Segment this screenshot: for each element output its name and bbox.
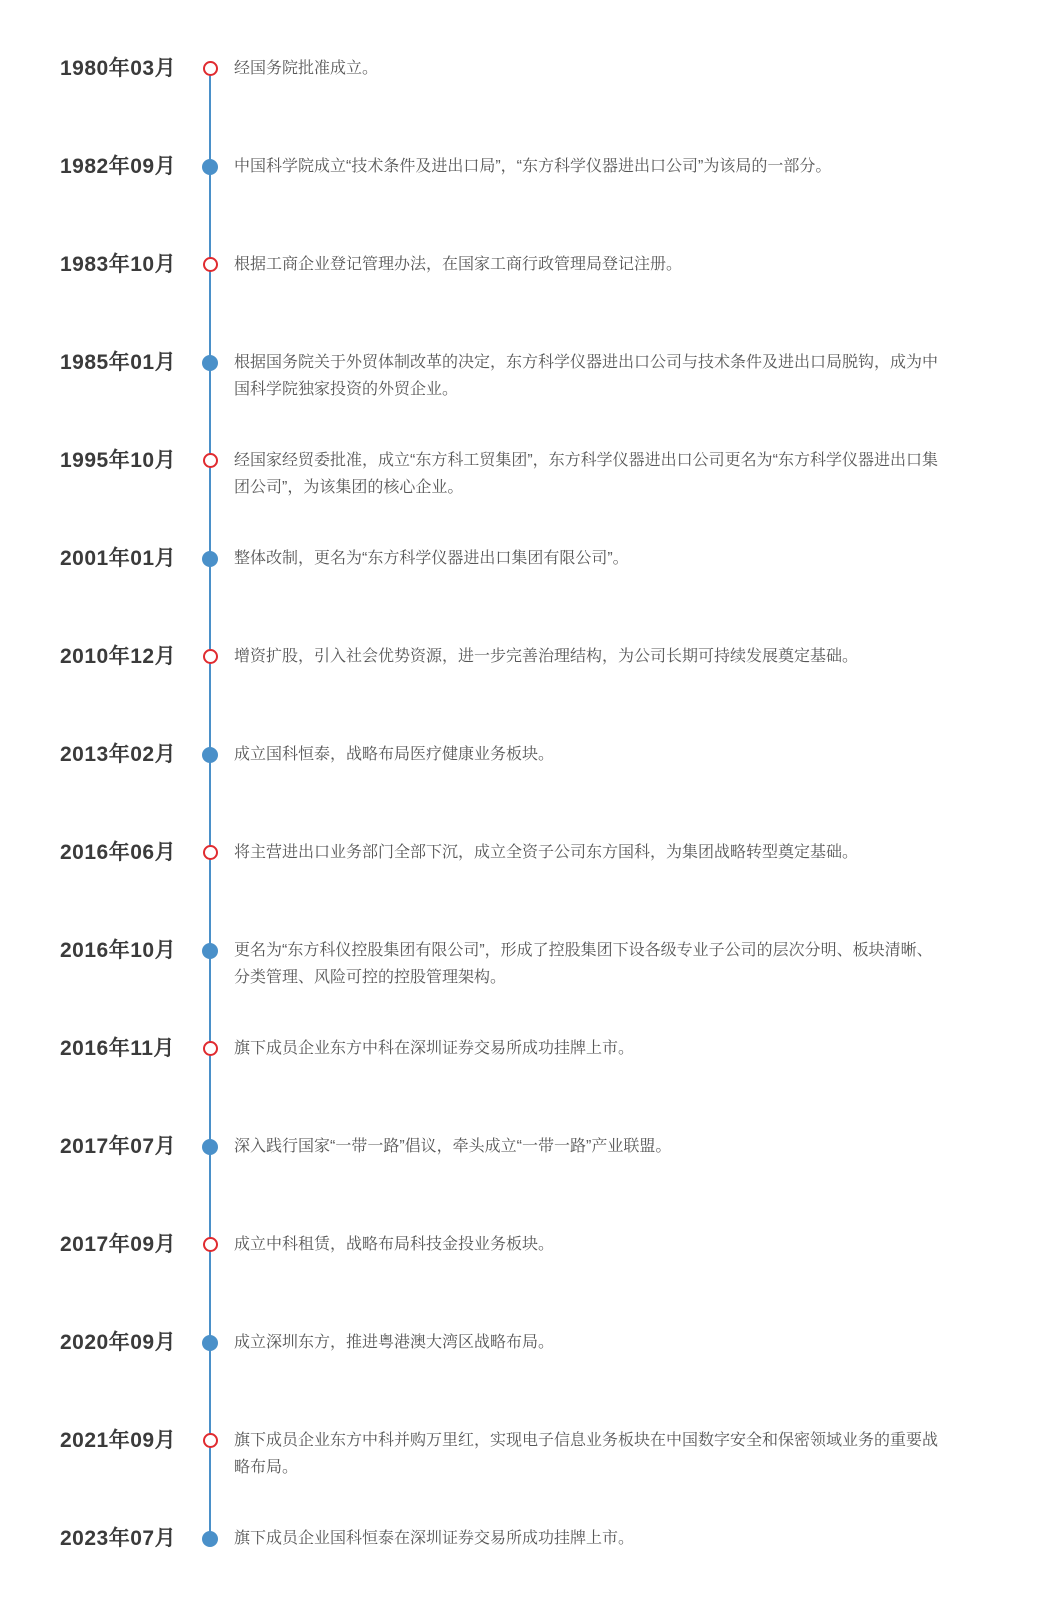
event-date: 2017年07月 xyxy=(60,1135,177,1158)
event-marker-cell xyxy=(202,447,218,474)
event-description: 成立深圳东方，推进粤港澳大湾区战略布局。 xyxy=(234,1334,555,1351)
event-date: 2017年09月 xyxy=(60,1233,177,1256)
event-date: 2023年07月 xyxy=(60,1527,177,1550)
event-date: 2021年09月 xyxy=(60,1429,177,1452)
event-marker-cell xyxy=(202,545,218,572)
event-marker-cell xyxy=(202,1427,218,1454)
timeline-dot-icon xyxy=(202,747,218,763)
timeline-dot-icon xyxy=(202,355,218,371)
event-description: 深入践行国家“一带一路”倡议，牵头成立“一带一路”产业联盟。 xyxy=(234,1138,672,1155)
event-description: 增资扩股，引入社会优势资源，进一步完善治理结构，为公司长期可持续发展奠定基础。 xyxy=(234,648,859,665)
timeline-vertical-line xyxy=(209,69,211,1539)
event-description: 根据工商企业登记管理办法，在国家工商行政管理局登记注册。 xyxy=(234,256,683,273)
event-description: 中国科学院成立“技术条件及进出口局”，“东方科学仪器进出口公司”为该局的一部分。 xyxy=(234,158,832,175)
event-date: 1985年01月 xyxy=(60,351,177,374)
event-date: 2001年01月 xyxy=(60,547,177,570)
event-description: 旗下成员企业国科恒泰在深圳证券交易所成功挂牌上市。 xyxy=(234,1530,635,1547)
event-description: 更名为“东方科仪控股集团有限公司”，形成了控股集团下设各级专业子公司的层次分明、板块清晰、分类管理、风险可控的控股管理架构。 xyxy=(234,942,933,986)
event-date: 1995年10月 xyxy=(60,449,177,472)
event-date: 1983年10月 xyxy=(60,253,177,276)
event-marker-cell xyxy=(202,251,218,278)
event-date: 2020年09月 xyxy=(60,1331,177,1354)
timeline-dot-icon xyxy=(202,551,218,567)
timeline-dot-icon xyxy=(203,1041,218,1056)
timeline-dot-icon xyxy=(202,1139,218,1155)
event-description: 旗下成员企业东方中科在深圳证券交易所成功挂牌上市。 xyxy=(234,1040,635,1057)
event-date: 1982年09月 xyxy=(60,155,177,178)
event-date: 2016年06月 xyxy=(60,841,177,864)
event-marker-cell xyxy=(202,55,218,82)
event-description: 经国务院批准成立。 xyxy=(234,60,379,77)
timeline-event xyxy=(60,1525,1064,1623)
timeline-dot-icon xyxy=(203,845,218,860)
event-marker-cell xyxy=(202,349,218,376)
event-description: 成立中科租赁，战略布局科技金投业务板块。 xyxy=(234,1236,555,1253)
event-description: 整体改制，更名为“东方科学仪器进出口集团有限公司”。 xyxy=(234,550,629,567)
event-date: 2013年02月 xyxy=(60,743,177,766)
event-marker-cell xyxy=(202,643,218,670)
event-date: 2010年12月 xyxy=(60,645,177,668)
timeline-dot-icon xyxy=(203,1237,218,1252)
event-marker-cell xyxy=(202,741,218,768)
timeline-dot-icon xyxy=(203,649,218,664)
event-description: 成立国科恒泰，战略布局医疗健康业务板块。 xyxy=(234,746,555,763)
event-marker-cell xyxy=(202,1133,218,1160)
timeline-dot-icon xyxy=(202,1531,218,1547)
event-marker-cell xyxy=(202,1525,218,1552)
timeline-dot-icon xyxy=(203,1433,218,1448)
event-date: 2016年11月 xyxy=(60,1037,175,1060)
event-marker-cell xyxy=(202,839,218,866)
timeline-dot-icon xyxy=(202,1335,218,1351)
event-marker-cell xyxy=(202,1035,218,1062)
event-marker-cell xyxy=(202,937,218,964)
event-marker-cell xyxy=(202,1231,218,1258)
event-marker-cell xyxy=(202,1329,218,1356)
event-description: 根据国务院关于外贸体制改革的决定，东方科学仪器进出口公司与技术条件及进出口局脱钩，成为中国科学院独家投资的外贸企业。 xyxy=(234,354,939,398)
timeline-dot-icon xyxy=(203,453,218,468)
event-description: 旗下成员企业东方中科并购万里红，实现电子信息业务板块在中国数字安全和保密领域业务的重要战略布局。 xyxy=(234,1432,939,1476)
event-date: 1980年03月 xyxy=(60,57,177,80)
event-marker-cell xyxy=(202,153,218,180)
event-description: 经国家经贸委批准，成立“东方科工贸集团”，东方科学仪器进出口公司更名为“东方科学仪器进出口集团公司”，为该集团的核心企业。 xyxy=(234,452,938,496)
timeline-dot-icon xyxy=(202,943,218,959)
timeline-dot-icon xyxy=(203,257,218,272)
timeline-dot-icon xyxy=(203,61,218,76)
event-description: 将主营进出口业务部门全部下沉，成立全资子公司东方国科，为集团战略转型奠定基础。 xyxy=(234,844,859,861)
timeline-dot-icon xyxy=(202,159,218,175)
event-date: 2016年10月 xyxy=(60,939,177,962)
